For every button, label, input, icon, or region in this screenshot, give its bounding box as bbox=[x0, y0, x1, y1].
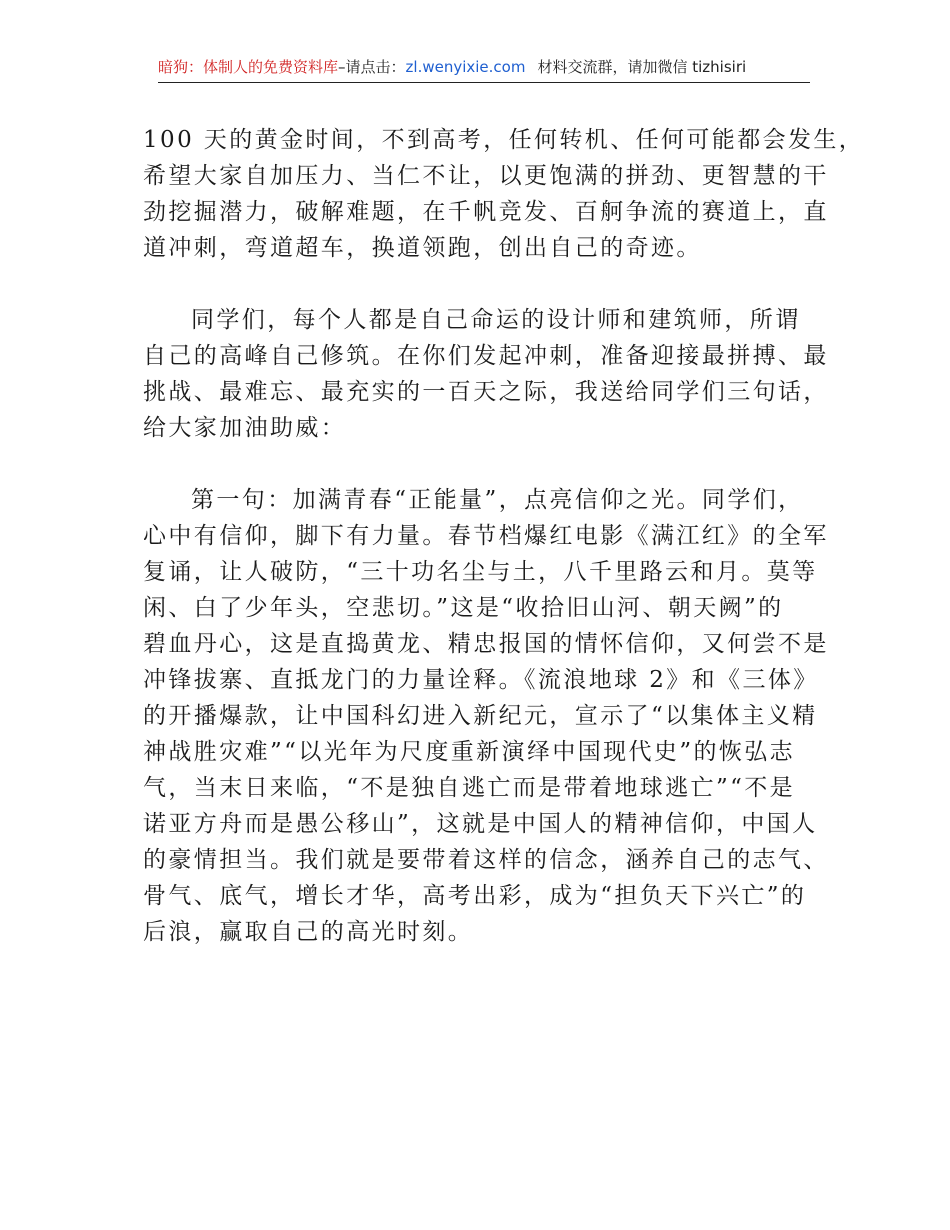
paragraph-line: 诺亚方舟而是愚公移山”，这就是中国人的精神信仰，中国人 bbox=[143, 811, 818, 837]
paragraph-line: 骨气、底气，增长才华，高考出彩，成为“担负天下兴亡”的 bbox=[143, 883, 807, 909]
paragraph-line: 冲锋拔寨、直抵龙门的力量诠释。《流浪地球 2》和《三体》 bbox=[143, 667, 819, 693]
paragraph-line: 道冲刺，弯道超车，换道领跑，创出自己的奇迹。 bbox=[143, 235, 702, 261]
header-link[interactable]: zl.wenyixie.com bbox=[405, 58, 526, 76]
paragraph-line: 100 天的黄金时间，不到高考，任何转机、任何可能都会发生， bbox=[143, 127, 865, 153]
paragraph-line: 自己的高峰自己修筑。在你们发起冲刺，准备迎接最拼搏、最 bbox=[143, 343, 829, 369]
paragraph-line: 神战胜灾难”“以光年为尺度重新演绎中国现代史”的恢弘志 bbox=[143, 739, 796, 765]
paragraph-1 bbox=[143, 122, 865, 266]
paragraph-line: 希望大家自加压力、当仁不让，以更饱满的拼劲、更智慧的干 bbox=[143, 163, 829, 189]
document-body bbox=[143, 122, 865, 986]
paragraph-line: 挑战、最难忘、最充实的一百天之际，我送给同学们三句话， bbox=[143, 379, 829, 405]
paragraph-line: 碧血丹心，这是直捣黄龙、精忠报国的情怀信仰，又何尝不是 bbox=[143, 631, 829, 657]
paragraph-3 bbox=[143, 482, 829, 950]
header-brand: 暗狗：体制人的免费资料库 bbox=[158, 58, 339, 76]
paragraph-line: 劲挖掘潜力，破解难题，在千帆竞发、百舸争流的赛道上，直 bbox=[143, 199, 829, 225]
page-header bbox=[158, 56, 810, 83]
paragraph-line: 的豪情担当。我们就是要带着这样的信念，涵养自己的志气、 bbox=[143, 847, 829, 873]
paragraph-line: 闲、白了少年头，空悲切。”这是“收拾旧山河、朝天阙”的 bbox=[143, 595, 784, 621]
paragraph-line: 给大家加油助威： bbox=[143, 415, 347, 441]
paragraph-2 bbox=[143, 302, 829, 446]
paragraph-line: 同学们，每个人都是自己命运的设计师和建筑师，所谓 bbox=[191, 307, 801, 333]
paragraph-line: 气，当末日来临，“不是独自逃亡而是带着地球逃亡”“不是 bbox=[143, 775, 796, 801]
paragraph-line: 的开播爆款，让中国科幻进入新纪元，宣示了“以集体主义精 bbox=[143, 703, 818, 729]
paragraph-line: 复诵，让人破防，“三十功名尘与土，八千里路云和月。莫等 bbox=[143, 559, 818, 585]
paragraph-line: 心中有信仰，脚下有力量。春节档爆红电影《满江红》的全军 bbox=[143, 523, 829, 549]
paragraph-line: 第一句：加满青春“正能量”，点亮信仰之光。同学们， bbox=[191, 487, 804, 513]
header-prompt: –请点击： bbox=[338, 58, 406, 76]
paragraph-line: 后浪，赢取自己的高光时刻。 bbox=[143, 919, 474, 945]
header-contact: 材料交流群，请加微信 tizhisiri bbox=[537, 58, 747, 76]
